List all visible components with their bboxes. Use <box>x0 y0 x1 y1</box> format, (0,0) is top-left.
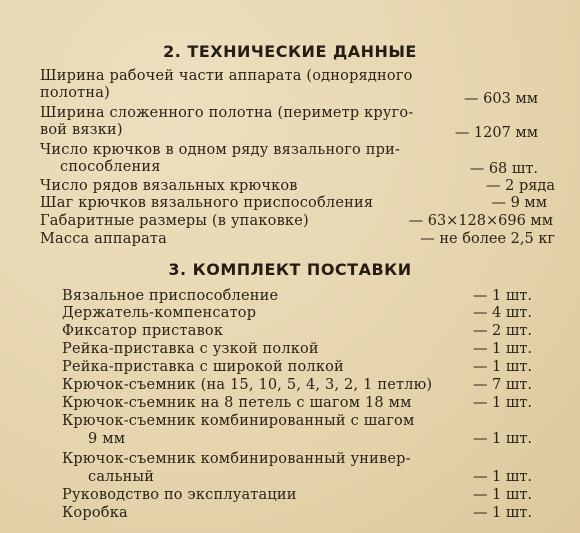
kit-row-1: Вязальное приспособление <box>62 288 279 304</box>
tech-row-3-value: — 68 шт. <box>469 161 538 177</box>
tech-row-1-line-2: полотна) <box>40 85 110 101</box>
kit-row-4-value: — 1 шт. <box>472 341 532 357</box>
kit-row-5-value: — 1 шт. <box>472 359 532 375</box>
section-heading-kit: 3. КОМПЛЕКТ ПОСТАВКИ <box>168 260 412 279</box>
kit-row-11-value: — 1 шт. <box>472 505 532 521</box>
tech-row-4-line-1: Число рядов вязальных крючков <box>40 178 298 194</box>
tech-row-3-line-1: Число крючков в одном ряду вязального при- <box>40 142 401 158</box>
kit-row-9-line-1: Крючок-съемник комбинированный универ- <box>62 451 411 467</box>
tech-row-4-value: — 2 ряда <box>486 178 555 194</box>
tech-row-2-line-2: вой вязки) <box>40 122 123 138</box>
tech-row-2-line-1: Ширина сложенного полотна (периметр круго- <box>40 105 414 121</box>
tech-row-5-line-1: Шаг крючков вязального приспособления <box>40 195 374 211</box>
kit-row-8-value: — 1 шт. <box>472 431 532 447</box>
kit-row-4: Рейка-приставка с узкой полкой <box>62 341 319 357</box>
kit-row-7: Крючок-съемник на 8 петель с шагом 18 мм <box>62 395 412 411</box>
kit-row-9-line-2: сальный <box>88 469 155 485</box>
tech-row-7-value: — не более 2,5 кг <box>420 231 555 247</box>
kit-row-2-value: — 4 шт. <box>472 305 532 321</box>
kit-row-1-value: — 1 шт. <box>472 288 532 304</box>
kit-row-2: Держатель-компенсатор <box>62 305 257 321</box>
kit-row-10: Руководство по эксплуатации <box>62 487 297 503</box>
kit-row-9-value: — 1 шт. <box>472 469 532 485</box>
tech-row-6-line-1: Габаритные размеры (в упаковке) <box>40 213 309 229</box>
kit-row-3: Фиксатор приставок <box>62 323 224 339</box>
tech-row-1-value: — 603 мм <box>464 91 538 107</box>
kit-row-3-value: — 2 шт. <box>472 323 532 339</box>
kit-row-10-value: — 1 шт. <box>472 487 532 503</box>
kit-row-7-value: — 1 шт. <box>472 395 532 411</box>
kit-row-6: Крючок-съемник (на 15, 10, 5, 4, 3, 2, 1 петлю) <box>62 377 433 393</box>
section-heading-tech: 2. ТЕХНИЧЕСКИЕ ДАННЫЕ <box>163 42 417 61</box>
kit-row-8-line-2: 9 мм <box>88 431 126 447</box>
kit-row-8-line-1: Крючок-съемник комбинированный с шагом <box>62 413 415 429</box>
tech-row-5-value: — 9 мм <box>491 195 547 211</box>
kit-row-11: Коробка <box>62 505 128 521</box>
tech-row-1-line-1: Ширина рабочей части аппарата (однорядного <box>40 68 413 84</box>
kit-row-6-value: — 7 шт. <box>472 377 532 393</box>
tech-row-3-line-2: способления <box>60 159 161 175</box>
kit-row-5: Рейка-приставка с широкой полкой <box>62 359 344 375</box>
tech-row-7-line-1: Масса аппарата <box>40 231 167 247</box>
tech-row-2-value: — 1207 мм <box>454 125 538 141</box>
tech-row-6-value: — 63×128×696 мм <box>408 213 553 229</box>
